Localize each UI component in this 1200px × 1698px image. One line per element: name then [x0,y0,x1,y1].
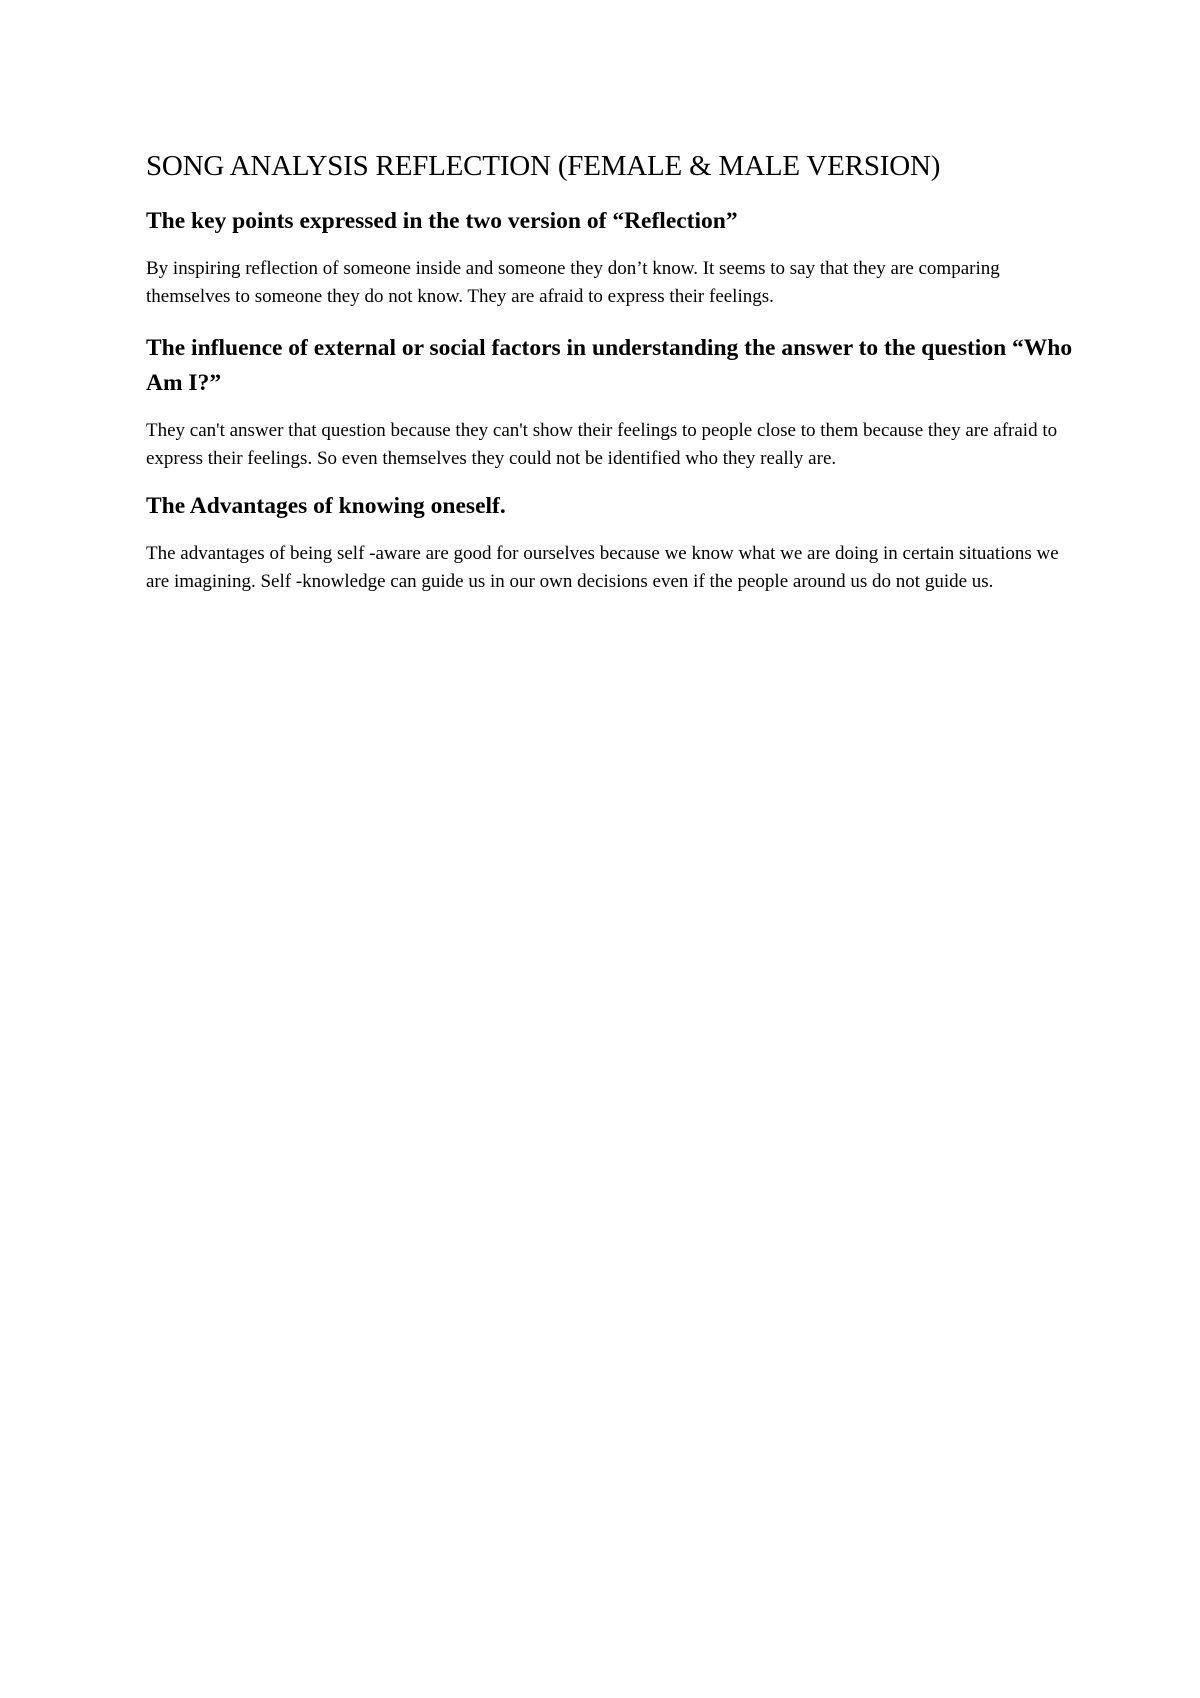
section-heading-external-factors: The influence of external or social factors in understanding the answer to the question “Who Am I?” [146,335,1073,396]
section-body-advantages: The advantages of being self -aware are good for ourselves because we know what we are doing in certain situations we are imagining. Self -knowledge can guide us in our own decisions even if the people around us do not guide us. [146,543,1059,592]
section-body-key-points: By inspiring reflection of someone inside and someone they don’t know. It seems to say that they are comparing themselves to someone they do not know. They are afraid to express their feelings. [146,258,1000,307]
section-body-external-factors: They can't answer that question because they can't show their feelings to people close to them because they are afraid to express their feelings. So even themselves they could not be identified who they really are. [146,420,1058,469]
section-heading-key-points: The key points expressed in the two version of “Reflection” [146,208,738,234]
document-content [146,148,1076,596]
page-title: SONG ANALYSIS REFLECTION (FEMALE & MALE VERSION) [146,150,941,182]
section-heading-advantages: The Advantages of knowing oneself. [146,493,506,519]
